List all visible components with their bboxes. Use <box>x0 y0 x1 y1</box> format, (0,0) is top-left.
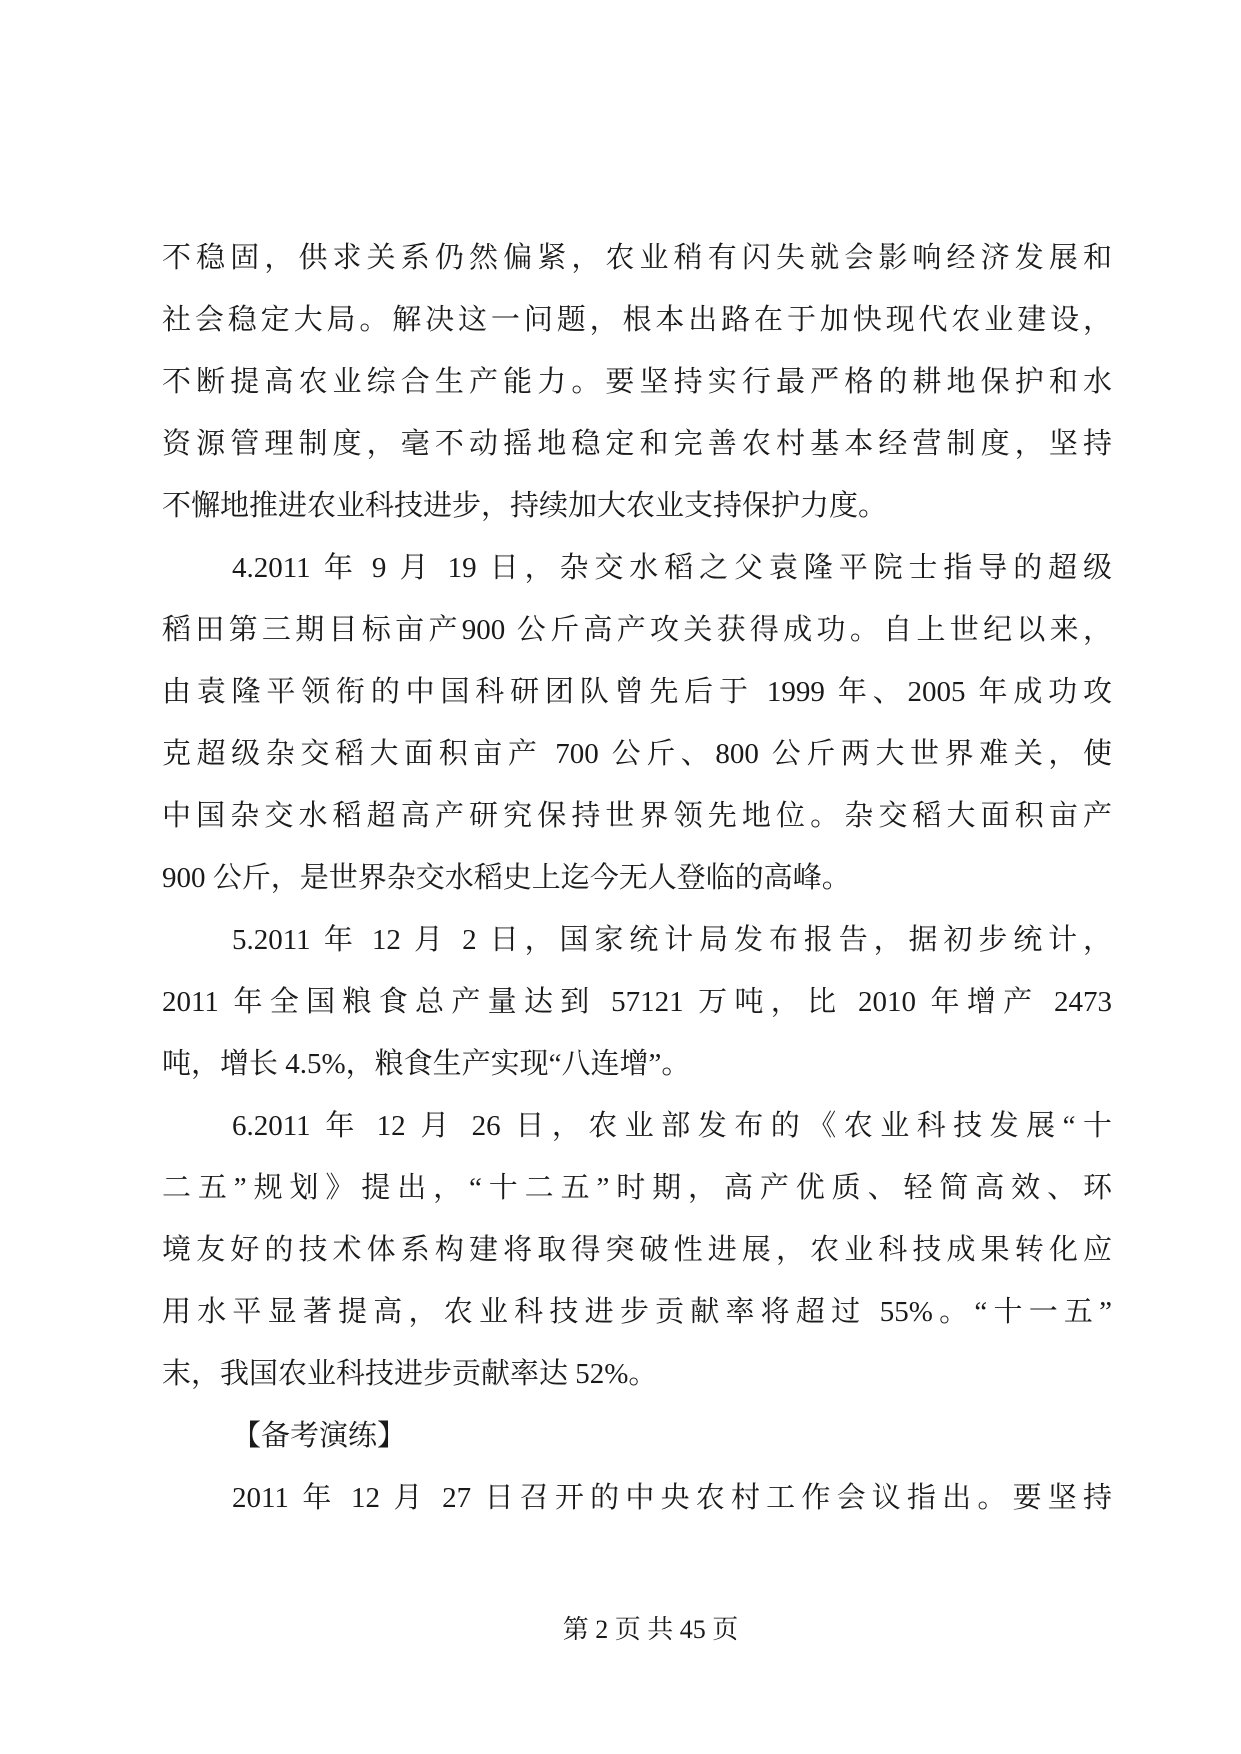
text-line: 4.2011 年 9 月 19 日，杂交水稻之父袁隆平院士指导的超级 <box>232 552 1112 584</box>
text-line: 5.2011 年 12 月 2 日，国家统计局发布报告，据初步统计， <box>232 924 1112 956</box>
text-line: 二五”规划》提出，“十二五”时期，高产优质、轻简高效、环 <box>162 1172 1112 1204</box>
text-line: 吨，增长 4.5%，粮食生产实现“八连增”。 <box>162 1048 691 1080</box>
text-block <box>162 227 1112 1529</box>
text-line: 克超级杂交稻大面积亩产 700 公斤、800 公斤两大世界难关，使 <box>162 738 1112 770</box>
text-line: 末，我国农业科技进步贡献率达 52%。 <box>162 1358 658 1390</box>
text-line: 2011 年 12 月 27 日召开的中央农村工作会议指出。要坚持 <box>232 1482 1112 1514</box>
text-line: 稻田第三期目标亩产900 公斤高产攻关获得成功。自上世纪以来， <box>162 614 1112 646</box>
text-line: 由袁隆平领衔的中国科研团队曾先后于 1999 年、2005 年成功攻 <box>162 676 1112 708</box>
text-line: 【备考演练】 <box>232 1420 407 1452</box>
text-line: 用水平显著提高，农业科技进步贡献率将超过 55%。“十一五” <box>162 1296 1112 1328</box>
text-line: 不稳固，供求关系仍然偏紧，农业稍有闪失就会影响经济发展和 <box>162 242 1112 274</box>
text-line: 不懈地推进农业科技进步，持续加大农业支持保护力度。 <box>162 490 888 522</box>
page-number-footer: 第 2 页 共 45 页 <box>562 1615 739 1644</box>
text-line: 900 公斤，是世界杂交水稻史上迄今无人登临的高峰。 <box>162 862 851 894</box>
text-line: 不断提高农业综合生产能力。要坚持实行最严格的耕地保护和水 <box>162 366 1112 398</box>
text-line: 6.2011 年 12 月 26 日，农业部发布的《农业科技发展“十 <box>232 1110 1112 1142</box>
text-line: 2011 年全国粮食总产量达到 57121 万吨，比 2010 年增产 2473 <box>162 986 1112 1018</box>
text-line: 中国杂交水稻超高产研究保持世界领先地位。杂交稻大面积亩产 <box>162 800 1112 832</box>
text-line: 社会稳定大局。解决这一问题，根本出路在于加快现代农业建设， <box>162 304 1112 336</box>
text-line: 资源管理制度，毫不动摇地稳定和完善农村基本经营制度，坚持 <box>162 428 1112 460</box>
text-line: 境友好的技术体系构建将取得突破性进展，农业科技成果转化应 <box>162 1234 1112 1266</box>
